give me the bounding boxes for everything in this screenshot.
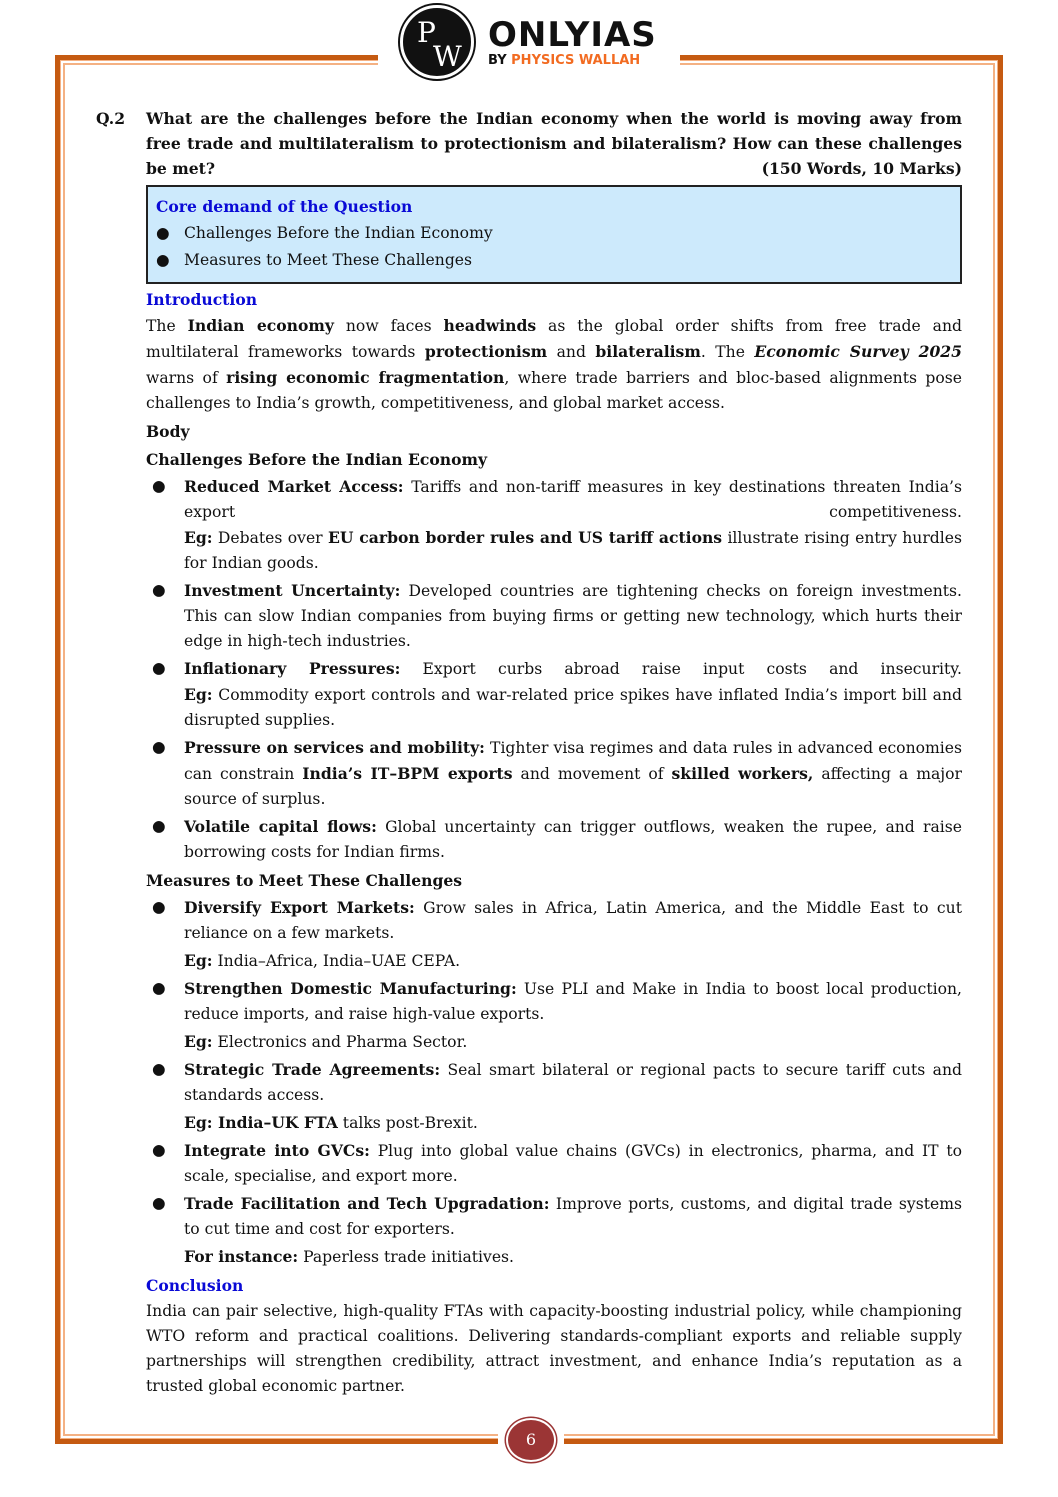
question-body — [146, 106, 962, 181]
bullet-icon: ● — [152, 817, 166, 835]
example-text — [96, 948, 962, 974]
text-run: now faces — [333, 317, 444, 335]
text-run: Debates over — [212, 529, 328, 547]
text-run: warns of — [146, 369, 227, 387]
text-run: Eg: — [184, 951, 213, 970]
core-demand-title: Core demand of the Question — [156, 197, 413, 216]
text-run: Commodity export controls and war-related price spikes have inflated India’s import bill and disrupted supplies. — [184, 686, 962, 729]
page-number: 6 — [506, 1418, 556, 1462]
core-demand-box — [146, 185, 962, 284]
text-run: Investment Uncertainty: — [184, 581, 401, 600]
example-text — [184, 525, 962, 576]
core-demand-item — [156, 247, 952, 274]
introduction-text — [146, 313, 962, 416]
header-logo — [400, 5, 657, 79]
text-run: Global uncertainty can trigger outflows, weaken the rupee, and raise borrowing costs for Indian firms. — [184, 818, 962, 861]
bullet-icon: ● — [152, 659, 166, 677]
text-run: Diversify Export Markets: — [184, 898, 415, 917]
item-text — [184, 578, 962, 654]
list-item — [96, 1057, 962, 1108]
item-text — [184, 1191, 962, 1242]
introduction-heading: Introduction — [146, 290, 258, 309]
text-run: Plug into global value chains (GVCs) in electronics, pharma, and IT to scale, specialise, and export more. — [184, 1142, 962, 1185]
text-run: protectionism — [424, 342, 548, 361]
text-run: affecting a major source of surplus. — [184, 765, 962, 808]
text-run: Tighter visa regimes and data rules in advanced economies can constrain — [184, 739, 963, 783]
question-marks: (150 Words, 10 Marks) — [761, 159, 962, 178]
text-run: bilateralism — [595, 342, 701, 361]
body-heading: Body — [146, 422, 190, 441]
list-item — [96, 578, 962, 654]
text-run: Trade Facilitation and Tech Upgradation: — [184, 1194, 550, 1213]
text-run: as the global order shifts from free trade and multilateral frameworks towards — [146, 317, 962, 361]
text-run: Developed countries are tightening checks on foreign investments. This can slow Indian companies from buying firms or getting new technology, which hurts their edge in high-tech industries. — [184, 582, 962, 650]
brand-by: BY — [488, 52, 507, 68]
text-run: Eg: — [184, 528, 213, 547]
text-run: India’s IT–BPM exports — [302, 764, 513, 783]
example-text — [96, 1244, 962, 1270]
list-item — [96, 976, 962, 1027]
pw-logo-icon: P W — [400, 5, 474, 79]
bullet-icon: ● — [152, 979, 166, 997]
bullet-icon: ● — [152, 477, 166, 495]
text-run: Grow sales in Africa, Latin America, and the Middle East to cut reliance on a few markets. — [184, 899, 962, 942]
text-run: Use PLI and Make in India to boost local production, reduce imports, and raise high-value exports. — [184, 980, 962, 1023]
list-item — [96, 474, 962, 576]
list-item — [96, 1191, 962, 1242]
text-run: rising economic fragmentation — [226, 368, 505, 387]
item-text — [184, 1138, 962, 1189]
list-item — [96, 656, 962, 733]
text-run: Reduced Market Access: — [184, 477, 404, 496]
text-run: and movement of — [512, 765, 672, 783]
bullet-icon: ● — [152, 581, 166, 599]
item-text — [184, 976, 962, 1027]
text-run: Paperless trade initiatives. — [298, 1248, 515, 1266]
item-text — [184, 1057, 962, 1108]
text-run: Seal smart bilateral or regional pacts to secure tariff cuts and standards access. — [184, 1061, 962, 1104]
brand-name: ONLYIAS — [488, 14, 657, 55]
bullet-icon: ● — [156, 224, 170, 242]
example-text — [184, 682, 962, 733]
example-text — [96, 1110, 962, 1136]
item-text — [184, 656, 962, 682]
question-text: What are the challenges before the Indian economy when the world is moving away from free trade and multilateralism to protectionism and bilateralism? How can these challenges be met? — [146, 109, 962, 178]
bullet-icon: ● — [152, 738, 166, 756]
text-run: For instance: — [184, 1247, 299, 1266]
item-text — [184, 895, 962, 946]
text-run: Eg: India–UK FTA — [184, 1113, 338, 1132]
list-item — [96, 814, 962, 865]
measures-heading: Measures to Meet These Challenges — [146, 871, 463, 890]
measures-list — [96, 895, 962, 1270]
core-demand-item — [156, 220, 952, 247]
item-text — [184, 474, 962, 525]
page-content — [96, 106, 962, 1399]
text-run: illustrate rising entry hurdles for Indian goods. — [184, 529, 962, 572]
text-run: Export curbs abroad raise input costs and insecurity. — [400, 660, 962, 678]
bullet-icon: ● — [152, 1141, 166, 1159]
text-run: Eg: — [184, 1032, 213, 1051]
core-item-text: Measures to Meet These Challenges — [184, 251, 473, 269]
list-item — [96, 1138, 962, 1189]
challenges-list — [96, 474, 962, 865]
text-run: Electronics and Pharma Sector. — [212, 1033, 468, 1051]
text-run: Volatile capital flows: — [184, 817, 377, 836]
text-run: , where trade barriers and bloc-based alignments pose challenges to India’s growth, competitiveness, and global market access. — [146, 369, 962, 412]
list-item — [96, 735, 962, 812]
bullet-icon: ● — [152, 898, 166, 916]
text-run: Eg: — [184, 685, 213, 704]
brand-sub-text: PHYSICS WALLAH — [511, 52, 641, 68]
text-run: . The — [700, 343, 755, 361]
item-text — [184, 735, 962, 812]
bullet-icon: ● — [152, 1194, 166, 1212]
brand-sub — [488, 53, 657, 68]
question-number: Q.2 — [96, 109, 126, 128]
text-run: The — [146, 317, 188, 335]
bullet-icon: ● — [156, 251, 170, 269]
text-run: skilled workers, — [671, 764, 814, 783]
text-run: EU carbon border rules and US tariff actions — [327, 528, 723, 547]
question — [96, 106, 962, 181]
conclusion-text: India can pair selective, high-quality FTAs with capacity-boosting industrial policy, while championing WTO reform and practical coalitions. Delivering standards-compliant exports and reliable supply partnerships will strengthen credibility, attract investment, and enhance India’s reputation as a trusted global economic partner. — [146, 1302, 962, 1395]
text-run: Improve ports, customs, and digital trade systems to cut time and cost for exporters. — [184, 1195, 962, 1238]
text-run: Indian economy — [187, 316, 334, 335]
bullet-icon: ● — [152, 1060, 166, 1078]
text-run: Tariffs and non-tariff measures in key destinations threaten India’s export competitiveness. — [184, 478, 963, 521]
text-run: Strategic Trade Agreements: — [184, 1060, 441, 1079]
conclusion-heading: Conclusion — [146, 1276, 244, 1295]
list-item — [96, 895, 962, 946]
challenges-heading: Challenges Before the Indian Economy — [146, 450, 488, 469]
text-run: Integrate into GVCs: — [184, 1141, 370, 1160]
text-run: Strengthen Domestic Manufacturing: — [184, 979, 517, 998]
brand-wordmark — [488, 14, 657, 68]
text-run: headwinds — [443, 316, 537, 335]
text-run: Economic Survey 2025 — [754, 342, 962, 361]
core-item-text: Challenges Before the Indian Economy — [184, 224, 493, 242]
text-run: Inflationary Pressures: — [184, 659, 401, 678]
text-run: and — [547, 343, 596, 361]
item-text — [184, 814, 962, 865]
text-run: talks post-Brexit. — [337, 1114, 478, 1132]
text-run: India–Africa, India–UAE CEPA. — [212, 952, 461, 970]
text-run: Pressure on services and mobility: — [184, 738, 485, 757]
example-text — [96, 1029, 962, 1055]
